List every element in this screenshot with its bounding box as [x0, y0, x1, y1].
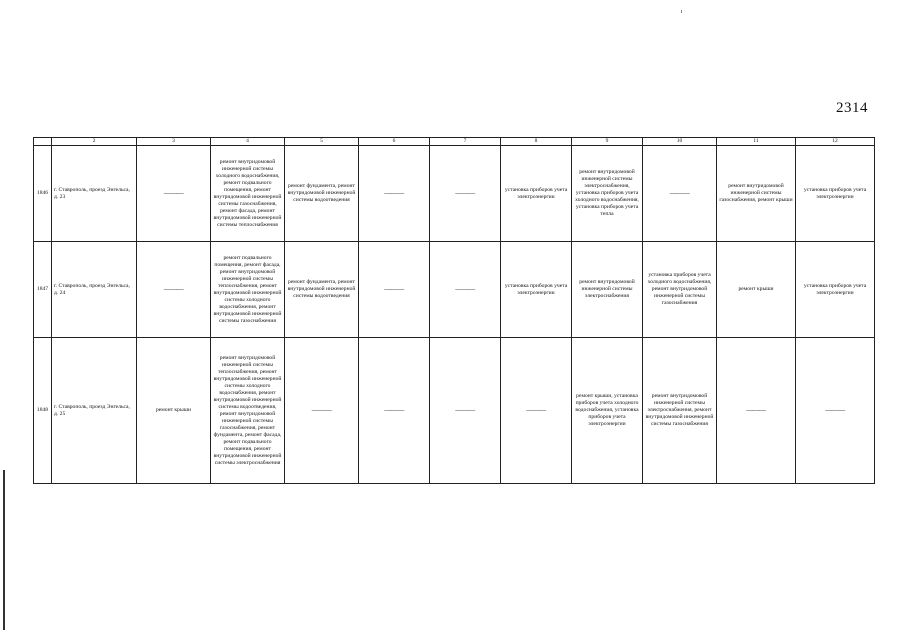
work-cell [430, 242, 501, 338]
work-cell: установка приборов учета холодного водоснабжения, ремонт внутридомовой инженерной системы газоснабжения [643, 242, 717, 338]
header-row [34, 138, 875, 146]
work-cell: ремонт внутридомовой инженерной системы электроснабжения [572, 242, 643, 338]
dash: ——— [746, 405, 766, 414]
header-cell: 8 [501, 138, 572, 146]
work-cell [137, 146, 211, 242]
work-cell: ремонт фундамента, ремонт внутридомовой инженерной системы водоотведения [285, 242, 359, 338]
work-cell: ремонт внутридомовой инженерной системы газоснабжения, ремонт крыши [717, 146, 796, 242]
work-cell: ремонт крыши [137, 338, 211, 484]
work-cell: ремонт фундамента, ремонт внутридомовой инженерной системы водоотведения [285, 146, 359, 242]
work-cell [501, 338, 572, 484]
address-cell: г. Ставрополь, проезд Энгельса, д. 24 [52, 242, 137, 338]
table-row [34, 242, 875, 338]
header-cell: 4 [211, 138, 285, 146]
row-number: 1847 [34, 242, 52, 338]
header-cell: 5 [285, 138, 359, 146]
work-cell: установка приборов учета электроэнергии [796, 242, 875, 338]
scan-edge-mark [3, 470, 5, 630]
dash: ——— [384, 405, 404, 414]
table-row [34, 146, 875, 242]
work-cell: установка приборов учета электроэнергии [796, 146, 875, 242]
header-cell [34, 138, 52, 146]
dash: ——— [669, 188, 690, 197]
address-cell: г. Ставрополь, проезд Энгельса, д. 25 [52, 338, 137, 484]
row-number: 1848 [34, 338, 52, 484]
work-cell: ремонт внутридомовой инженерной системы электроснабжения, установка приборов учета холодного водоснабжения, установка приборов учета тепла [572, 146, 643, 242]
header-cell: 10 [643, 138, 717, 146]
header-cell: 11 [717, 138, 796, 146]
dash: ——— [455, 188, 475, 197]
dash: ——— [825, 405, 845, 414]
repair-plan-table [33, 137, 875, 484]
dash: ——— [526, 405, 546, 414]
header-cell: 6 [359, 138, 430, 146]
header-cell: 7 [430, 138, 501, 146]
work-cell: ремонт внутридомовой инженерной системы холодного водоснабжения, ремонт подвального помещения, ремонт внутридомовой инженерной системы газоснабжения, ремонт фасада, ремонт внутридомовой инженерной системы теплоснабжения [211, 146, 285, 242]
dash: ——— [311, 405, 332, 414]
page-number: 2314 [836, 100, 868, 116]
scan-speck [681, 10, 682, 13]
header-cell: 9 [572, 138, 643, 146]
work-cell: установка приборов учета электроэнергии [501, 242, 572, 338]
header-cell: 12 [796, 138, 875, 146]
dash: ——— [455, 405, 475, 414]
work-cell [796, 338, 875, 484]
dash: ——— [455, 284, 475, 293]
dash: ——— [163, 188, 184, 197]
work-cell [643, 146, 717, 242]
work-cell: ремонт крыши, установка приборов учета холодного водоснабжения, установка приборов учета электроэнергии [572, 338, 643, 484]
work-cell [359, 242, 430, 338]
work-cell: установка приборов учета электроэнергии [501, 146, 572, 242]
work-cell [359, 338, 430, 484]
address-cell: г. Ставрополь, проезд Энгельса, д. 23 [52, 146, 137, 242]
work-cell [359, 146, 430, 242]
work-cell: ремонт внутридомовой инженерной системы электроснабжения, ремонт внутридомовой инженерной системы газоснабжения [643, 338, 717, 484]
work-cell [430, 338, 501, 484]
header-cell: 2 [52, 138, 137, 146]
table-row [34, 338, 875, 484]
dash: ——— [384, 284, 404, 293]
work-cell [717, 338, 796, 484]
work-cell [137, 242, 211, 338]
dash: ——— [163, 284, 184, 293]
work-cell: ремонт крыши [717, 242, 796, 338]
header-cell: 3 [137, 138, 211, 146]
work-cell: ремонт внутридомовой инженерной системы теплоснабжения, ремонт внутридомовой инженерной системы холодного водоснабжения, ремонт внутридомовой инженерной системы водоотведения, ремонт внутридомовой инженерной системы газоснабжения, ремонт фундамента, ремонт фасада, ремонт подвального помещения, ремонт внутридомовой инженерной системы электроснабжения [211, 338, 285, 484]
work-cell: ремонт подвального помещения, ремонт фасада, ремонт внутридомовой инженерной системы теплоснабжения, ремонт внутридомовой инженерной системы холодного водоснабжения, ремонт внутридомовой инженерной системы газоснабжения [211, 242, 285, 338]
work-cell [430, 146, 501, 242]
row-number: 1846 [34, 146, 52, 242]
work-cell [285, 338, 359, 484]
dash: ——— [384, 188, 404, 197]
